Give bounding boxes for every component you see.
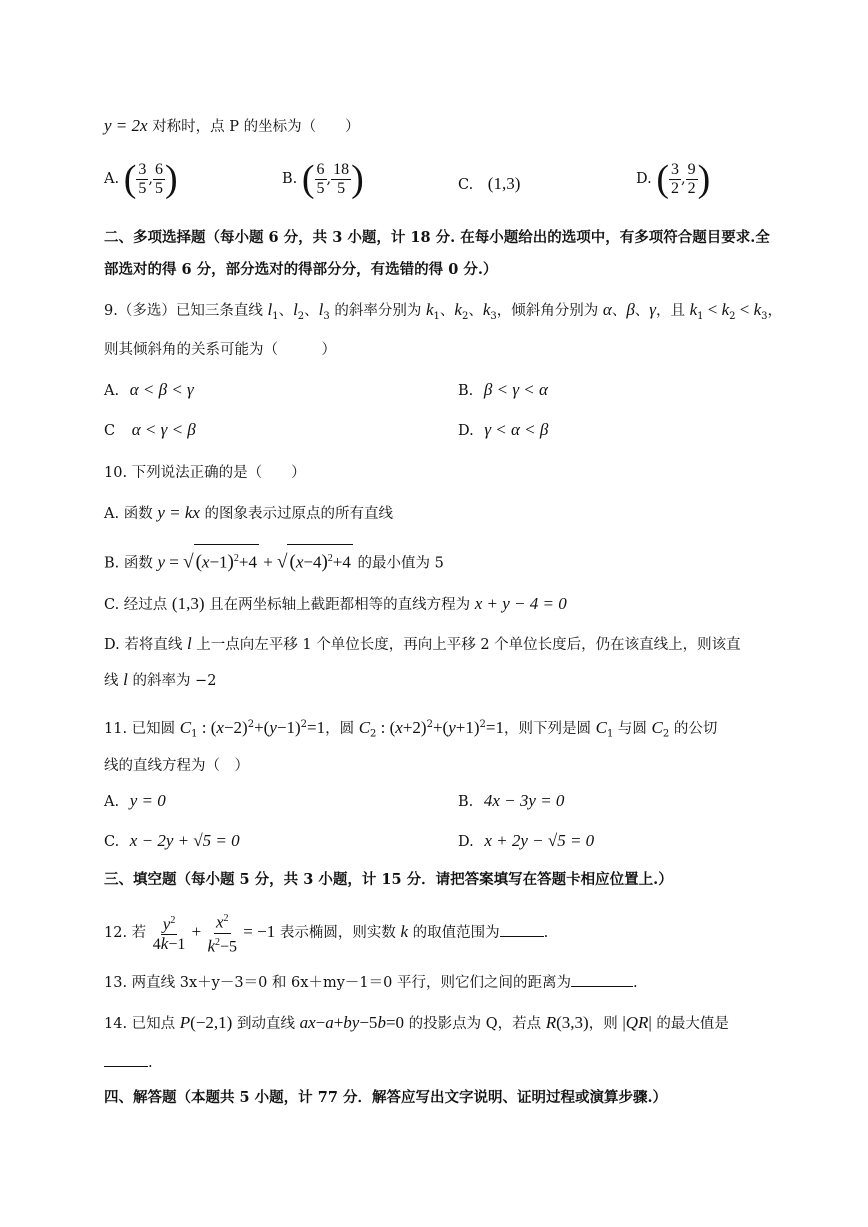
q8-option-b[interactable]: B. ( $\frac{6}{5}$ , $\frac{18}{5}$ ) [282, 158, 364, 200]
q9-option-c[interactable]: C α < γ < β [104, 420, 196, 439]
q10-option-d-line1[interactable]: D. 若将直线 l 上一点向左平移 1 个单位长度，再向上平移 2 个单位长度后，仍在该直线上，则该直 [104, 634, 741, 653]
section2-heading-line2: 部选对的得 6 分，部分选对的得部分分，有选错的得 0 分.） [104, 261, 498, 278]
fraction: $\frac{3}{2}$ [670, 160, 679, 197]
answer-blank[interactable] [104, 1052, 148, 1067]
answer-blank[interactable] [571, 972, 633, 987]
q9-option-b[interactable]: B. β < γ < α [458, 380, 548, 399]
fraction: $\frac{9}{2}$ [687, 160, 696, 197]
option-expr: α < γ < β [131, 420, 196, 439]
section3-heading: 三、填空题（每小题 5 分，共 3 小题，计 15 分．请把答案填写在答题卡相应位置上.） [104, 871, 673, 888]
q10-option-c[interactable]: C. 经过点 (1,3) 且在两坐标轴上截距都相等的直线方程为 x + y − 4 = 0 [104, 594, 567, 613]
option-label: B. [282, 171, 298, 187]
q9-option-d[interactable]: D. γ < α < β [458, 420, 549, 439]
option-label: A. [104, 171, 120, 187]
q9-option-a[interactable]: A. α < β < γ [104, 380, 194, 399]
q10-stem: 10. 下列说法正确的是（ ） [104, 465, 306, 481]
q10-option-b[interactable]: B. 函数 y = √ $(x-1)^2+4$ + √ $(x-4)^2+4$ 的最小值为 5 [104, 544, 444, 578]
option-expr: x + 2y − √5 = 0 [484, 831, 595, 850]
q11-option-b[interactable]: B. 4x − 3y = 0 [458, 791, 565, 810]
option-expr: y = 0 [129, 791, 166, 810]
q13-stem: 13. 两直线 3x＋y－3＝0 和 6x＋my－1＝0 平行，则它们之间的距离为 . [104, 972, 638, 993]
q9-stem-line2: 则其倾斜角的关系可能为（ ） [104, 342, 336, 358]
option-expr: γ < α < β [484, 420, 549, 439]
fraction: $\frac{3}{5}$ [138, 160, 147, 197]
q11-option-d[interactable]: D. x + 2y − √5 = 0 [458, 831, 595, 850]
q8-line-equation: y = 2x [104, 116, 148, 135]
q14-stem-line2: . [104, 1052, 153, 1073]
section4-heading: 四、解答题（本题共 5 小题，计 77 分．解答应写出文字说明、证明过程或演算步骤.） [104, 1089, 668, 1106]
fraction: $\frac{18}{5}$ [333, 160, 350, 197]
q8-stem-text: 对称时，点 P 的坐标为（ ） [147, 119, 360, 135]
option-expr: 4x − 3y = 0 [483, 791, 565, 810]
q11-stem-line1: 11. 已知圆 $C_1$ : $(x-2)^2+(y-1)^2=1$，圆 $C_2$ : $(x+2)^2+(y+1)^2=1$，则下列是圆 $C_1$ 与圆 $C_2$ 的公切 [104, 717, 718, 740]
option-value: (1,3) [487, 174, 521, 193]
q11-option-a[interactable]: A. y = 0 [104, 791, 166, 810]
q9-stem-line1: 9.（多选）已知三条直线 $l_1$、$l_2$、$l_3$ 的斜率分别为 $k_1$、$k_2$、$k_3$，倾斜角分别为 α、β、γ，且 $k_1 < k_2 < k_3$， [104, 300, 783, 322]
q8-option-c[interactable] [458, 174, 520, 195]
q11-stem-line2: 线的直线方程为（ ） [104, 758, 249, 774]
option-expr: x − 2y + √5 = 0 [129, 831, 240, 850]
q10-option-a[interactable]: A. 函数 y = kx 的图象表示过原点的所有直线 [104, 503, 394, 522]
section2-heading-line1: 二、多项选择题（每小题 6 分，共 3 小题，计 18 分. 在每小题给出的选项中，有多项符合题目要求.全 [104, 229, 770, 246]
fraction: $\frac{6}{5}$ [154, 160, 163, 197]
q8-option-d[interactable]: D. ( $\frac{3}{2}$ , $\frac{9}{2}$ ) [636, 158, 711, 200]
q14-stem-line1: 14. 已知点 P(−2,1) 到动直线 ax−a+by−5b=0 的投影点为 Q，若点 R(3,3)，则 |QR| 的最大值是 [104, 1013, 729, 1032]
option-expr: β < γ < α [483, 380, 548, 399]
q8-stem-tail [104, 116, 360, 137]
option-label: D. [636, 171, 652, 187]
answer-blank[interactable] [500, 922, 544, 937]
q12-stem: 12. 若 $\frac{y^2}{4k-1}$ + $\frac{x^2}{k^2-5}$ = −1 表示椭圆，则实数 k 的取值范围为 . [104, 910, 548, 956]
q10-option-d-line2: 线 l 的斜率为 −2 [104, 670, 217, 689]
fraction: $\frac{6}{5}$ [316, 160, 325, 197]
option-label: C. [458, 177, 474, 193]
option-expr: α < β < γ [129, 380, 194, 399]
q11-option-c[interactable]: C. x − 2y + √5 = 0 [104, 831, 240, 850]
q8-option-a[interactable]: A. ( $\frac{3}{5}$ , $\frac{6}{5}$ ) [104, 158, 178, 200]
